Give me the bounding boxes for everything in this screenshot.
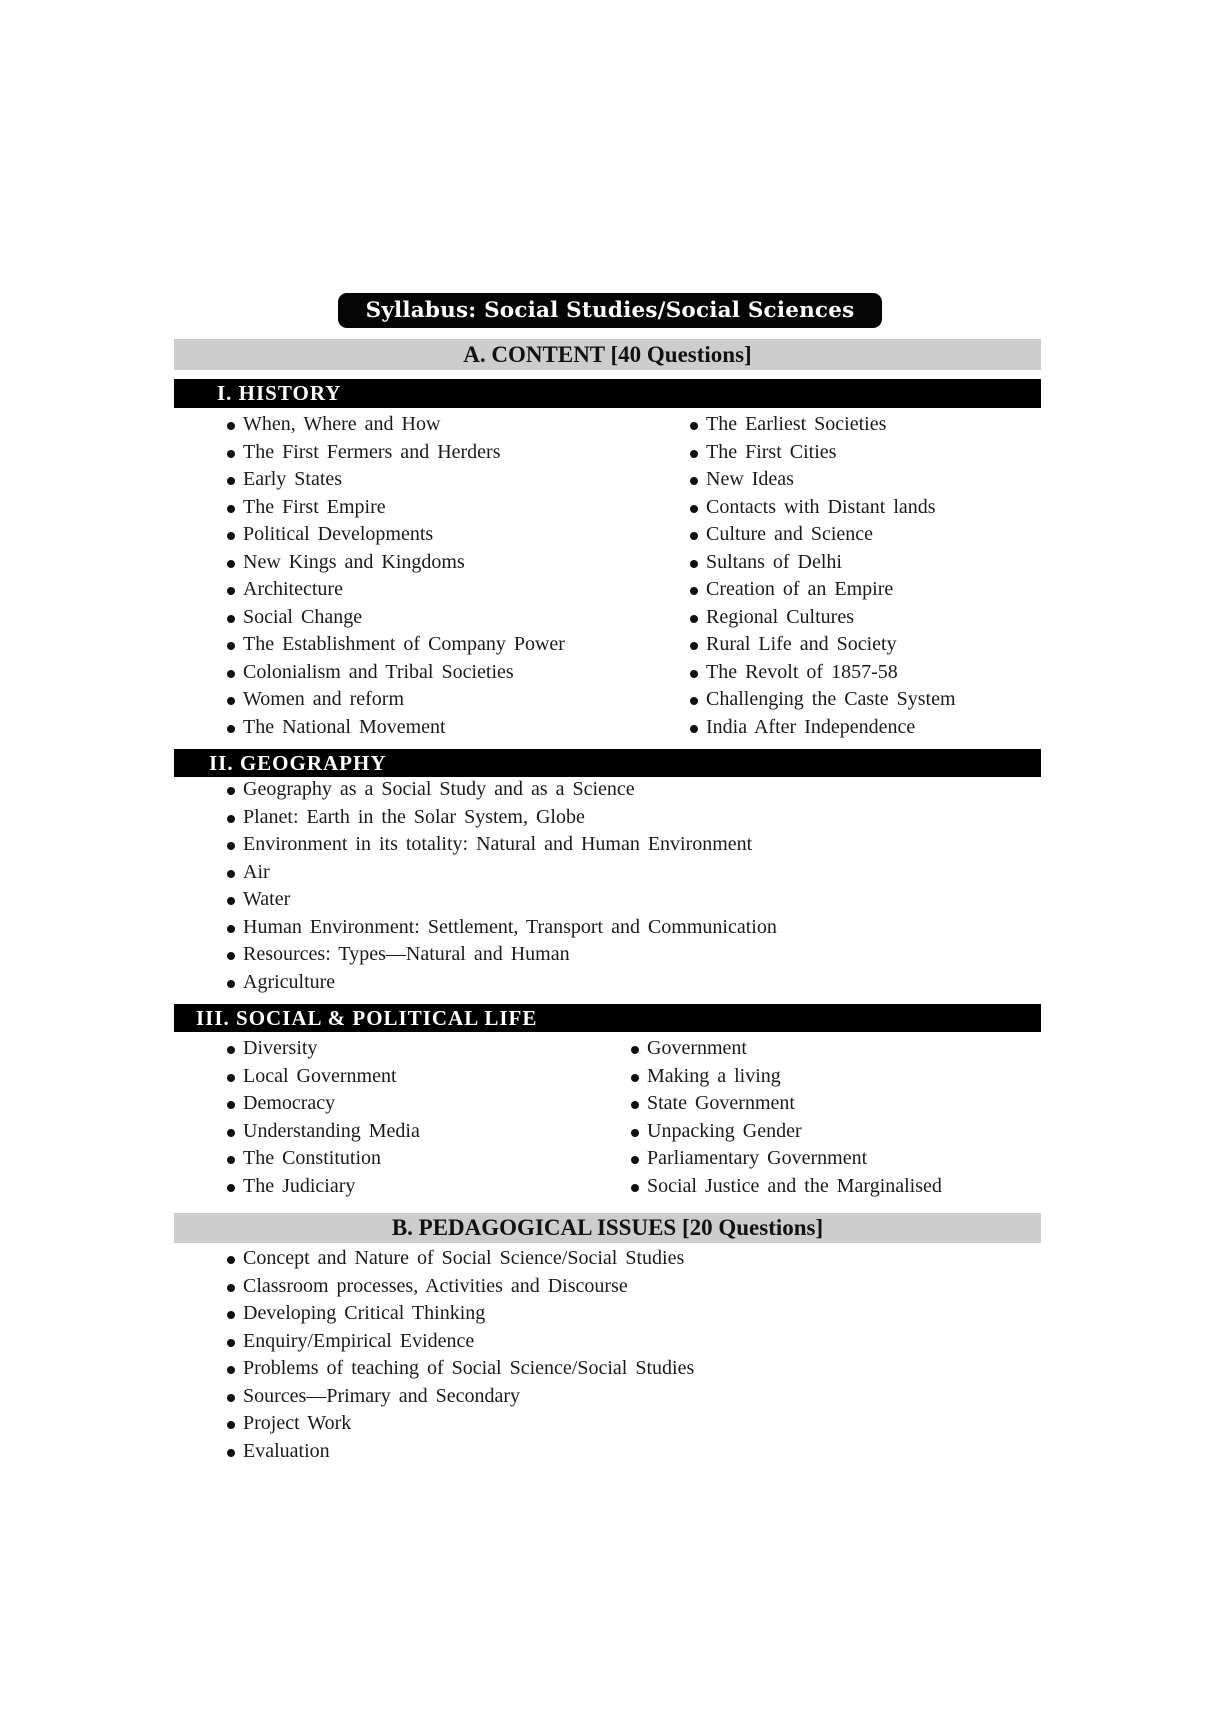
list-item bbox=[243, 1410, 351, 1437]
list-item bbox=[243, 969, 335, 996]
bullet-icon bbox=[690, 697, 698, 705]
bullet-icon bbox=[227, 980, 235, 988]
list-item-label: Project Work bbox=[243, 1412, 352, 1434]
list-item bbox=[706, 686, 956, 713]
list-item bbox=[243, 1438, 330, 1465]
bullet-icon bbox=[227, 787, 235, 795]
list-item-label: New Kings and Kingdoms bbox=[243, 550, 465, 573]
list-item bbox=[243, 521, 433, 548]
list-item bbox=[647, 1118, 802, 1145]
bullet-icon bbox=[227, 422, 235, 430]
list-item-label: New Ideas bbox=[706, 468, 794, 490]
list-item bbox=[243, 576, 343, 603]
section-b-heading: B. PEDAGOGICAL ISSUES [20 Questions] bbox=[174, 1213, 1041, 1243]
bullet-icon bbox=[227, 725, 235, 733]
bullet-icon bbox=[227, 1339, 235, 1347]
list-item bbox=[243, 411, 440, 438]
list-item-label: Government bbox=[647, 1037, 747, 1059]
list-item bbox=[243, 1355, 694, 1382]
list-item-label: Enquiry/Empirical Evidence bbox=[243, 1329, 475, 1352]
list-item bbox=[706, 604, 854, 631]
list-item-label: Social Change bbox=[243, 605, 363, 628]
bullet-icon bbox=[227, 1046, 235, 1054]
list-item bbox=[243, 1035, 317, 1062]
bullet-icon bbox=[690, 505, 698, 513]
list-item-label: Early States bbox=[243, 468, 343, 490]
bullet-icon bbox=[227, 1366, 235, 1374]
list-item bbox=[243, 466, 342, 493]
list-item bbox=[243, 494, 386, 521]
list-item-label: Women and reform bbox=[243, 688, 404, 710]
list-item-label: India After Independence bbox=[706, 715, 916, 738]
bullet-icon bbox=[690, 725, 698, 733]
list-item-label: Architecture bbox=[243, 578, 343, 600]
list-item-label: Developing Critical Thinking bbox=[243, 1302, 486, 1324]
document-title: Syllabus: Social Studies/Social Sciences bbox=[338, 293, 882, 328]
list-item bbox=[243, 714, 446, 741]
bullet-icon bbox=[631, 1074, 639, 1082]
bullet-icon bbox=[227, 1421, 235, 1429]
bullet-icon bbox=[227, 897, 235, 905]
list-item bbox=[243, 859, 270, 886]
list-item-label: Resources: Types—Natural and Human bbox=[243, 943, 570, 965]
bullet-icon bbox=[227, 532, 235, 540]
list-item bbox=[243, 804, 585, 831]
list-item-label: Local Government bbox=[243, 1064, 397, 1087]
list-item bbox=[706, 631, 897, 658]
list-item bbox=[243, 686, 404, 713]
list-item-label: Democracy bbox=[243, 1092, 336, 1114]
bullet-icon bbox=[690, 642, 698, 650]
geography-heading-band bbox=[174, 749, 1041, 777]
bullet-icon bbox=[227, 1394, 235, 1402]
list-item bbox=[243, 1063, 397, 1090]
list-item-label: Diversity bbox=[243, 1037, 318, 1059]
list-item bbox=[243, 1173, 355, 1200]
bullet-icon bbox=[690, 450, 698, 458]
bullet-icon bbox=[227, 587, 235, 595]
list-item bbox=[243, 941, 570, 968]
list-item bbox=[243, 1328, 474, 1355]
list-item bbox=[706, 439, 836, 466]
bullet-icon bbox=[227, 1156, 235, 1164]
bullet-icon bbox=[690, 560, 698, 568]
list-item-label: The Earliest Societies bbox=[706, 413, 887, 435]
bullet-icon bbox=[227, 505, 235, 513]
list-item-label: Water bbox=[243, 888, 291, 910]
list-item bbox=[706, 494, 936, 521]
list-item-label: The First Empire bbox=[243, 495, 386, 518]
list-item bbox=[706, 659, 898, 686]
bullet-icon bbox=[227, 642, 235, 650]
list-item-label: Planet: Earth in the Solar System, Globe bbox=[243, 805, 585, 828]
list-item bbox=[706, 411, 886, 438]
list-item-label: Making a living bbox=[647, 1064, 781, 1087]
bullet-icon bbox=[227, 450, 235, 458]
bullet-icon bbox=[227, 670, 235, 678]
list-item bbox=[243, 549, 465, 576]
list-item-label: When, Where and How bbox=[243, 413, 441, 435]
list-item-label: Geography as a Social Study and as a Science bbox=[243, 778, 635, 800]
bullet-icon bbox=[227, 560, 235, 568]
list-item-label: The Establishment of Company Power bbox=[243, 633, 565, 655]
bullet-icon bbox=[227, 925, 235, 933]
list-item-label: Creation of an Empire bbox=[706, 578, 894, 600]
social-political-heading-band bbox=[174, 1004, 1041, 1032]
list-item bbox=[647, 1035, 747, 1062]
list-item bbox=[243, 439, 501, 466]
bullet-icon bbox=[227, 1311, 235, 1319]
list-item-label: Problems of teaching of Social Science/Social Studies bbox=[243, 1357, 695, 1379]
bullet-icon bbox=[227, 1101, 235, 1109]
list-item-label: The First Cities bbox=[706, 440, 837, 463]
list-item-label: Evaluation bbox=[243, 1439, 330, 1462]
bullet-icon bbox=[631, 1046, 639, 1054]
list-item-label: Political Developments bbox=[243, 523, 434, 545]
list-item bbox=[243, 1090, 335, 1117]
list-item-label: Air bbox=[243, 860, 270, 883]
list-item-label: Understanding Media bbox=[243, 1119, 420, 1142]
list-item bbox=[706, 466, 794, 493]
list-item bbox=[243, 659, 514, 686]
list-item-label: Unpacking Gender bbox=[647, 1119, 802, 1142]
list-item-label: Environment in its totality: Natural and Human Environment bbox=[243, 833, 753, 855]
bullet-icon bbox=[227, 815, 235, 823]
list-item bbox=[706, 521, 873, 548]
list-item bbox=[706, 576, 893, 603]
bullet-icon bbox=[227, 870, 235, 878]
list-item-label: Sultans of Delhi bbox=[706, 550, 842, 573]
list-item bbox=[647, 1173, 942, 1200]
list-item-label: The First Fermers and Herders bbox=[243, 440, 501, 463]
section-a-heading: A. CONTENT [40 Questions] bbox=[174, 339, 1041, 370]
list-item bbox=[243, 1145, 381, 1172]
list-item bbox=[647, 1145, 867, 1172]
bullet-icon bbox=[227, 1449, 235, 1457]
list-item bbox=[243, 631, 565, 658]
bullet-icon bbox=[631, 1101, 639, 1109]
bullet-icon bbox=[227, 952, 235, 960]
list-item bbox=[243, 1273, 628, 1300]
list-item bbox=[706, 714, 915, 741]
history-heading: I. HISTORY bbox=[217, 381, 342, 405]
list-item-label: Colonialism and Tribal Societies bbox=[243, 660, 514, 683]
list-item-label: The Judiciary bbox=[243, 1174, 356, 1197]
list-item bbox=[647, 1090, 795, 1117]
list-item-label: Parliamentary Government bbox=[647, 1147, 868, 1169]
bullet-icon bbox=[690, 670, 698, 678]
bullet-icon bbox=[690, 587, 698, 595]
list-item-label: Social Justice and the Marginalised bbox=[647, 1174, 942, 1197]
list-item-label: The National Movement bbox=[243, 715, 446, 738]
bullet-icon bbox=[227, 1184, 235, 1192]
list-item-label: Culture and Science bbox=[706, 523, 874, 545]
bullet-icon bbox=[690, 615, 698, 623]
list-item-label: Agriculture bbox=[243, 970, 336, 993]
list-item bbox=[243, 1118, 420, 1145]
list-item bbox=[243, 914, 777, 941]
list-item-label: State Government bbox=[647, 1092, 795, 1114]
bullet-icon bbox=[227, 1074, 235, 1082]
bullet-icon bbox=[690, 477, 698, 485]
list-item bbox=[243, 1383, 520, 1410]
list-item-label: Regional Cultures bbox=[706, 605, 854, 628]
bullet-icon bbox=[227, 697, 235, 705]
list-item-label: Human Environment: Settlement, Transport and Communication bbox=[243, 915, 777, 938]
bullet-icon bbox=[227, 1256, 235, 1264]
list-item bbox=[647, 1063, 781, 1090]
bullet-icon bbox=[227, 1129, 235, 1137]
bullet-icon bbox=[631, 1156, 639, 1164]
list-item-label: Contacts with Distant lands bbox=[706, 495, 936, 518]
history-heading-band bbox=[174, 379, 1041, 408]
list-item-label: The Constitution bbox=[243, 1147, 381, 1169]
list-item-label: Classroom processes, Activities and Discourse bbox=[243, 1274, 628, 1297]
list-item-label: Challenging the Caste System bbox=[706, 688, 956, 710]
bullet-icon bbox=[227, 615, 235, 623]
bullet-icon bbox=[631, 1184, 639, 1192]
list-item-label: Sources—Primary and Secondary bbox=[243, 1384, 521, 1407]
bullet-icon bbox=[690, 532, 698, 540]
list-item bbox=[243, 1245, 684, 1272]
geography-heading: II. GEOGRAPHY bbox=[209, 751, 387, 775]
list-item-label: Rural Life and Society bbox=[706, 633, 897, 655]
bullet-icon bbox=[690, 422, 698, 430]
list-item bbox=[243, 1300, 485, 1327]
list-item bbox=[243, 886, 290, 913]
bullet-icon bbox=[227, 842, 235, 850]
list-item bbox=[243, 776, 635, 803]
bullet-icon bbox=[227, 477, 235, 485]
list-item bbox=[706, 549, 842, 576]
list-item bbox=[243, 831, 752, 858]
list-item-label: The Revolt of 1857-58 bbox=[706, 660, 898, 683]
list-item-label: Concept and Nature of Social Science/Social Studies bbox=[243, 1247, 685, 1269]
social-political-heading: III. SOCIAL & POLITICAL LIFE bbox=[196, 1006, 538, 1030]
list-item bbox=[243, 604, 362, 631]
bullet-icon bbox=[227, 1284, 235, 1292]
bullet-icon bbox=[631, 1129, 639, 1137]
